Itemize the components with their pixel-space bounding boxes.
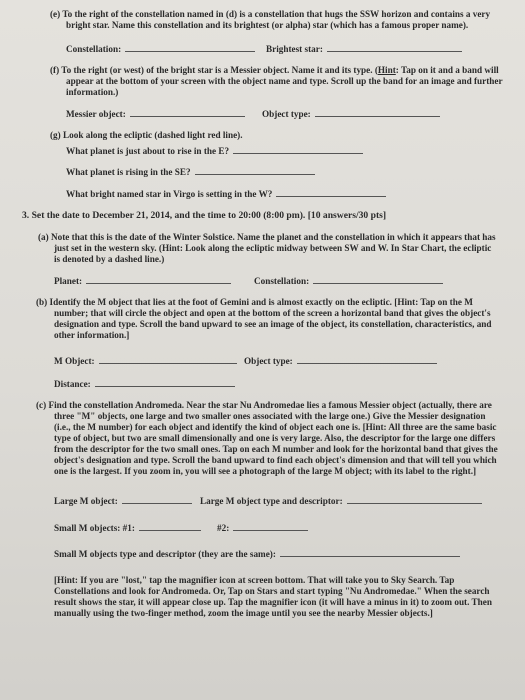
c-large-label: Large M object: [54, 495, 192, 507]
hint-line3: result shows the star, it will appear close up. Tap the magnifier icon (it will have a minus in it) to zoom out. Then [54, 597, 492, 607]
c-line6: object's designation and type. Scroll the band upward to find each object's dimension and that will tell you which [54, 455, 497, 465]
b-line2: number; that will circle the object and open at the bottom of the screen a horizontal band that gives the object's [54, 308, 491, 318]
c-small-type-label: Small M objects type and descriptor (they are the same): [54, 548, 460, 560]
f-line1: (f) To the right (or west) of the bright star is a Messier object. Name it and its type. (Hint: Tap on it and a band will [50, 65, 499, 75]
hint-line1: [Hint: If you are "lost," tap the magnifier icon at screen bottom. That will take you to Sky Search. Tap [54, 575, 455, 585]
a-constellation-label: Constellation: [254, 275, 443, 287]
f-line2: appear at the bottom of your screen with the object name and type. Scroll up the band for an image and further [66, 76, 503, 86]
b-objtype-label: Object type: [244, 355, 437, 367]
e-constellation-label: Constellation: [66, 43, 255, 55]
a-planet-label: Planet: [54, 275, 231, 287]
c-large-type-label: Large M object type and descriptor: [200, 495, 482, 507]
b-line1: (b) Identify the M object that lies at the foot of Gemini and is almost exactly on the ecliptic. [Hint: Tap on the M [36, 297, 473, 307]
section-3-heading: 3. Set the date to December 21, 2014, and the time to 20:00 (8:00 pm). [10 answers/30 pts] [22, 210, 387, 221]
c-line5: from the descriptor for the two small ones. Tap on each M number and look for the horizontal band that gives the [54, 444, 498, 454]
g-question-2: What planet is rising in the SE? [66, 166, 315, 178]
b-line4: other information.] [54, 330, 130, 340]
a-line2: just set in the western sky. (Hint: Look along the ecliptic midway between SW and W. In Star Chart, the ecliptic [54, 243, 492, 253]
a-line1: (a) Note that this is the date of the Winter Solstice. Name the planet and the constellation in which it appears that has [38, 232, 496, 242]
f-messier-label: Messier object: [66, 108, 245, 120]
e-line2: bright star. Name this constellation and its brightest (or alpha) star (which has a famous proper name). [66, 20, 469, 30]
c-line3: (i.e., the M number) for each object and identify the kind of object each one is. [Hint: All three are the same basic [54, 422, 497, 432]
b-mobject-label: M Object: [54, 355, 237, 367]
hint-line2: Constellations and look for Andromeda. Or, Tap on Stars and start typing "Nu Andromedae." When the search [54, 586, 490, 596]
c-line2: three "M" objects, one large and two smaller ones associated with the large one.) Give the Messier designation [54, 411, 486, 421]
c-line1: (c) Find the constellation Andromeda. Near the star Nu Andromedae lies a famous Messier object (actually, there are [36, 400, 492, 410]
c-line7: one is the largest. If you zoom in, you will see a photograph of the large M object; with its label to the right.] [54, 466, 477, 476]
f-line3: information.) [66, 87, 119, 97]
c-small2-label: #2: [217, 522, 308, 534]
b-distance-label: Distance: [54, 378, 235, 390]
a-line3: is denoted by a dashed line.) [54, 254, 165, 264]
g-question-1: What planet is just about to rise in the E? [66, 145, 363, 157]
g-question-3: What bright named star in Virgo is setting in the W? [66, 188, 386, 200]
e-brightest-label: Brightest star: [266, 43, 462, 55]
hint-line4: manually using the two-finger method, zoom the image until you see the nearby Messier objects.] [54, 608, 433, 618]
c-line4: type of object, but two are small dimensionally and one is very large. Also, the descriptor for the large one differs [54, 433, 496, 443]
g-line1: (g) Look along the ecliptic (dashed light red line). [50, 130, 243, 140]
e-line1: (e) To the right of the constellation named in (d) is a constellation that hugs the SSW horizon and contains a very [50, 9, 491, 19]
c-small-label: Small M objects: #1: [54, 522, 201, 534]
b-line3: designation and type. Scroll the band upward to see an image of the object, its constellation, characteristics, and [54, 319, 492, 329]
f-type-label: Object type: [262, 108, 440, 120]
